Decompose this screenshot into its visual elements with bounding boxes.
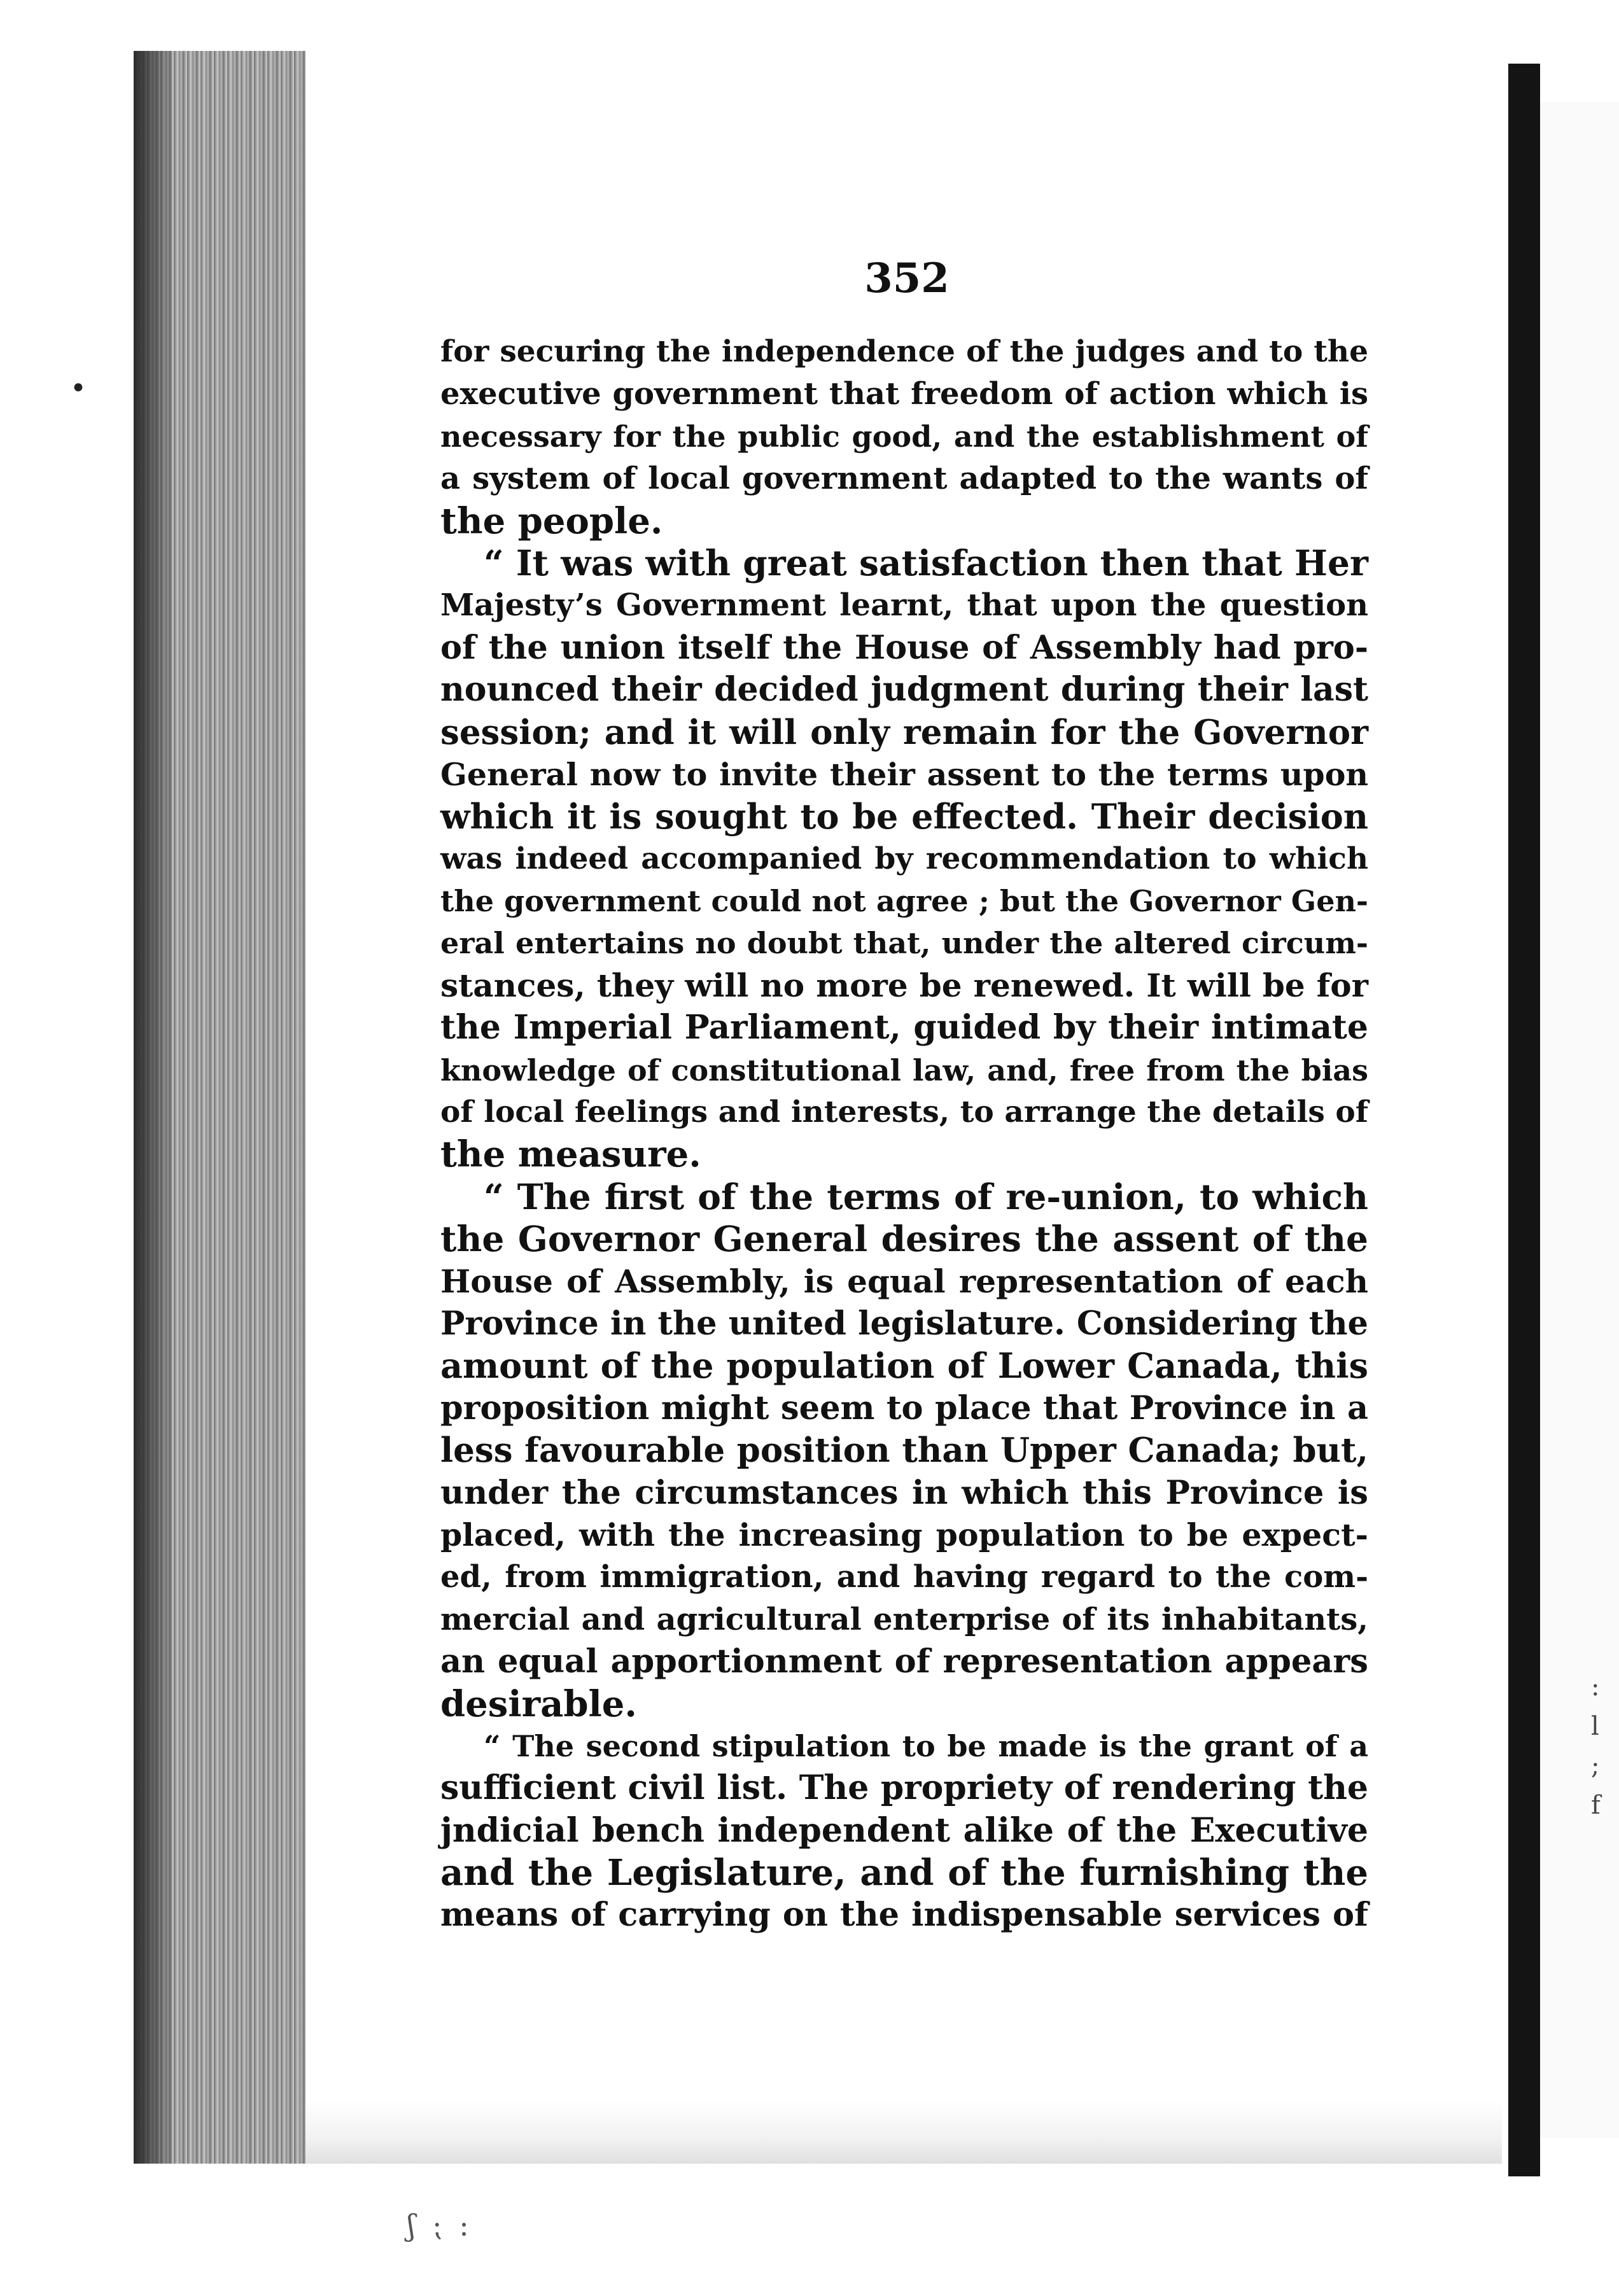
text-line: “ The second stipulation to be made is the grant of a [484,1728,1368,1763]
text-line: the Governor General desires the assent of the [440,1218,1368,1260]
text-line: of local feelings and interests, to arrange the details of [440,1095,1368,1130]
text-line: the Imperial Parliament, guided by their intimate [440,1008,1368,1047]
text-line: executive government that freedom of action which is [440,376,1368,412]
text-line: session; and it will only remain for the Governor [440,712,1368,752]
book-page [305,51,1508,2113]
text-line: Province in the united legislature. Considering the [440,1304,1368,1343]
text-line: eral entertains no doubt that, under the altered circum- [440,926,1368,961]
page-edges-shadow [134,51,172,2164]
text-line: necessary for the public good, and the establishment of [440,419,1368,454]
body-text [440,331,1368,1936]
text-line: sufficient civil list. The propriety of rendering the [440,1768,1368,1808]
text-line: stances, they will no more be renewed. It will be for [440,966,1368,1004]
text-line: under the circumstances in which this Province is [440,1473,1368,1512]
page-bottom-edge [305,2100,1502,2164]
text-line: proposition might seem to place that Province in a [440,1389,1368,1427]
text-line: which it is sought to be effected. Their decision [440,796,1368,837]
text-line: was indeed accompanied by recommendation to which [440,841,1368,876]
facing-page-marks: : l ; f [1591,1672,1601,1820]
text-line: jndicial bench independent alike of the Executive [440,1810,1368,1850]
text-line: less favourable position than Upper Canada; but, [440,1431,1368,1471]
text-line: General now to invite their assent to the terms upon [440,755,1368,793]
text-line: Majesty’s Government learnt, that upon the question [440,587,1368,624]
text-line: knowledge of constitutional law, and, free from the bias [440,1053,1368,1088]
text-line: desirable. [440,1683,637,1725]
facing-page-gutter [1508,64,1540,2176]
text-line: for securing the independence of the judges and to the [440,334,1368,369]
text-line: nounced their decided judgment during their last [440,670,1368,710]
text-line: amount of the population of Lower Canada, this [440,1345,1368,1387]
text-line: “ It was with great satisfaction then that Her [484,542,1368,584]
text-line: placed, with the increasing population to be expect- [440,1516,1368,1553]
scan-speck: • [70,372,87,405]
text-line: an equal apportionment of representation appears [440,1642,1368,1681]
text-line: the government could not agree ; but the Governor Gen- [440,884,1368,919]
text-line: and the Legislature, and of the furnishing the [440,1852,1368,1894]
text-line: means of carrying on the indispensable services of [440,1896,1368,1935]
text-line: of the union itself the House of Assembly had pro- [440,628,1368,667]
text-line: House of Assembly, is equal representation of each [440,1262,1368,1300]
text-line: ed, from immigration, and having regard to the com- [440,1559,1368,1595]
scan-scribble: ʃ ⁏ : [407,2208,473,2243]
text-line: a system of local government adapted to the wants of [440,461,1368,497]
text-line: “ The first of the terms of re-union, to which [484,1175,1368,1217]
page-number: 352 [864,255,950,302]
text-line: mercial and agricultural enterprise of its inhabitants, [440,1601,1368,1637]
text-line: the measure. [440,1133,701,1176]
text-line: the people. [440,500,663,542]
